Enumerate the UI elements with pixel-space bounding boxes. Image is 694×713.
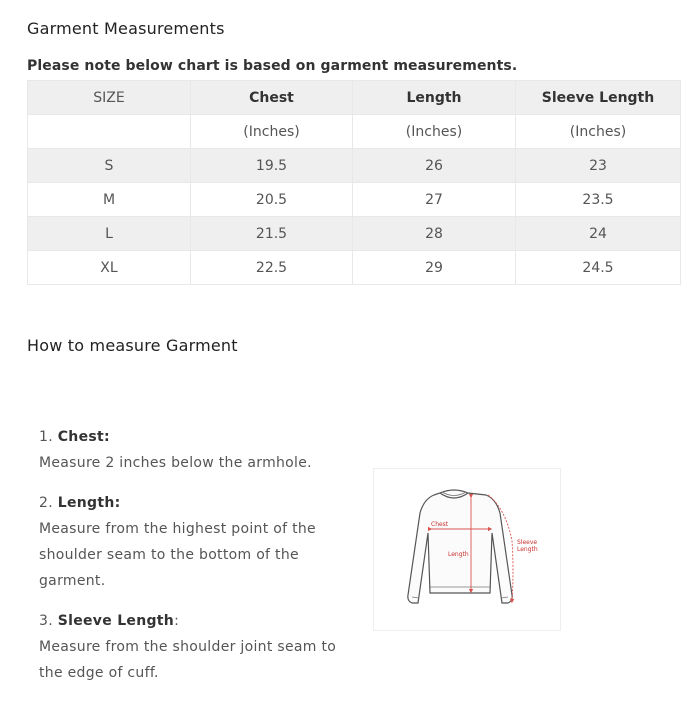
sweater-outline bbox=[408, 490, 512, 603]
cell-size: S bbox=[28, 149, 191, 183]
garment-diagram bbox=[373, 468, 561, 631]
unit-length: (Inches) bbox=[353, 115, 516, 149]
cell-size: M bbox=[28, 183, 191, 217]
step-chest bbox=[39, 424, 359, 476]
chest-label: Chest bbox=[431, 521, 449, 528]
step-sleeve-length bbox=[39, 608, 359, 686]
cell-length: 27 bbox=[353, 183, 516, 217]
cell-sleeve: 23 bbox=[516, 149, 681, 183]
step-number: 2. bbox=[39, 495, 53, 511]
sleeve-label-line2: Length bbox=[517, 546, 538, 553]
step-name: Length: bbox=[57, 495, 121, 511]
cell-length: 29 bbox=[353, 251, 516, 285]
cell-sleeve: 24.5 bbox=[516, 251, 681, 285]
cell-chest: 20.5 bbox=[191, 183, 353, 217]
step-length bbox=[39, 490, 359, 594]
cell-size: L bbox=[28, 217, 191, 251]
measure-steps bbox=[39, 424, 359, 700]
step-description: Measure from the highest point of the shoulder seam to the bottom of the garment. bbox=[39, 521, 316, 589]
page-title: Garment Measurements bbox=[27, 19, 225, 38]
unit-chest: (Inches) bbox=[191, 115, 353, 149]
how-to-measure-title: How to measure Garment bbox=[27, 336, 238, 355]
step-number: 3. bbox=[39, 613, 53, 629]
table-row bbox=[28, 183, 681, 217]
cell-size: XL bbox=[28, 251, 191, 285]
step-heading bbox=[39, 424, 359, 450]
table-row bbox=[28, 251, 681, 285]
header-length: Length bbox=[353, 81, 516, 115]
step-description: Measure from the shoulder joint seam to the edge of cuff. bbox=[39, 639, 337, 681]
sweater-illustration bbox=[374, 469, 560, 630]
sleeve-label-line1: Sleeve bbox=[517, 539, 538, 546]
step-suffix: : bbox=[174, 613, 180, 629]
cell-sleeve: 23.5 bbox=[516, 183, 681, 217]
cell-length: 28 bbox=[353, 217, 516, 251]
cell-sleeve: 24 bbox=[516, 217, 681, 251]
length-label: Length bbox=[448, 551, 469, 558]
cell-chest: 22.5 bbox=[191, 251, 353, 285]
step-heading bbox=[39, 490, 359, 516]
step-name: Chest: bbox=[57, 429, 110, 445]
step-heading bbox=[39, 608, 359, 634]
header-size: SIZE bbox=[28, 81, 191, 115]
unit-size bbox=[28, 115, 191, 149]
step-number: 1. bbox=[39, 429, 53, 445]
table-row bbox=[28, 149, 681, 183]
header-sleeve-length: Sleeve Length bbox=[516, 81, 681, 115]
table-row bbox=[28, 217, 681, 251]
step-description: Measure 2 inches below the armhole. bbox=[39, 455, 312, 471]
cell-chest: 19.5 bbox=[191, 149, 353, 183]
cell-length: 26 bbox=[353, 149, 516, 183]
step-name: Sleeve Length bbox=[57, 613, 175, 629]
chart-note: Please note below chart is based on garment measurements. bbox=[27, 58, 518, 74]
header-chest: Chest bbox=[191, 81, 353, 115]
table-units-row bbox=[28, 115, 681, 149]
unit-sleeve-length: (Inches) bbox=[516, 115, 681, 149]
table-header-row bbox=[28, 81, 681, 115]
cell-chest: 21.5 bbox=[191, 217, 353, 251]
size-chart-table bbox=[27, 80, 681, 285]
